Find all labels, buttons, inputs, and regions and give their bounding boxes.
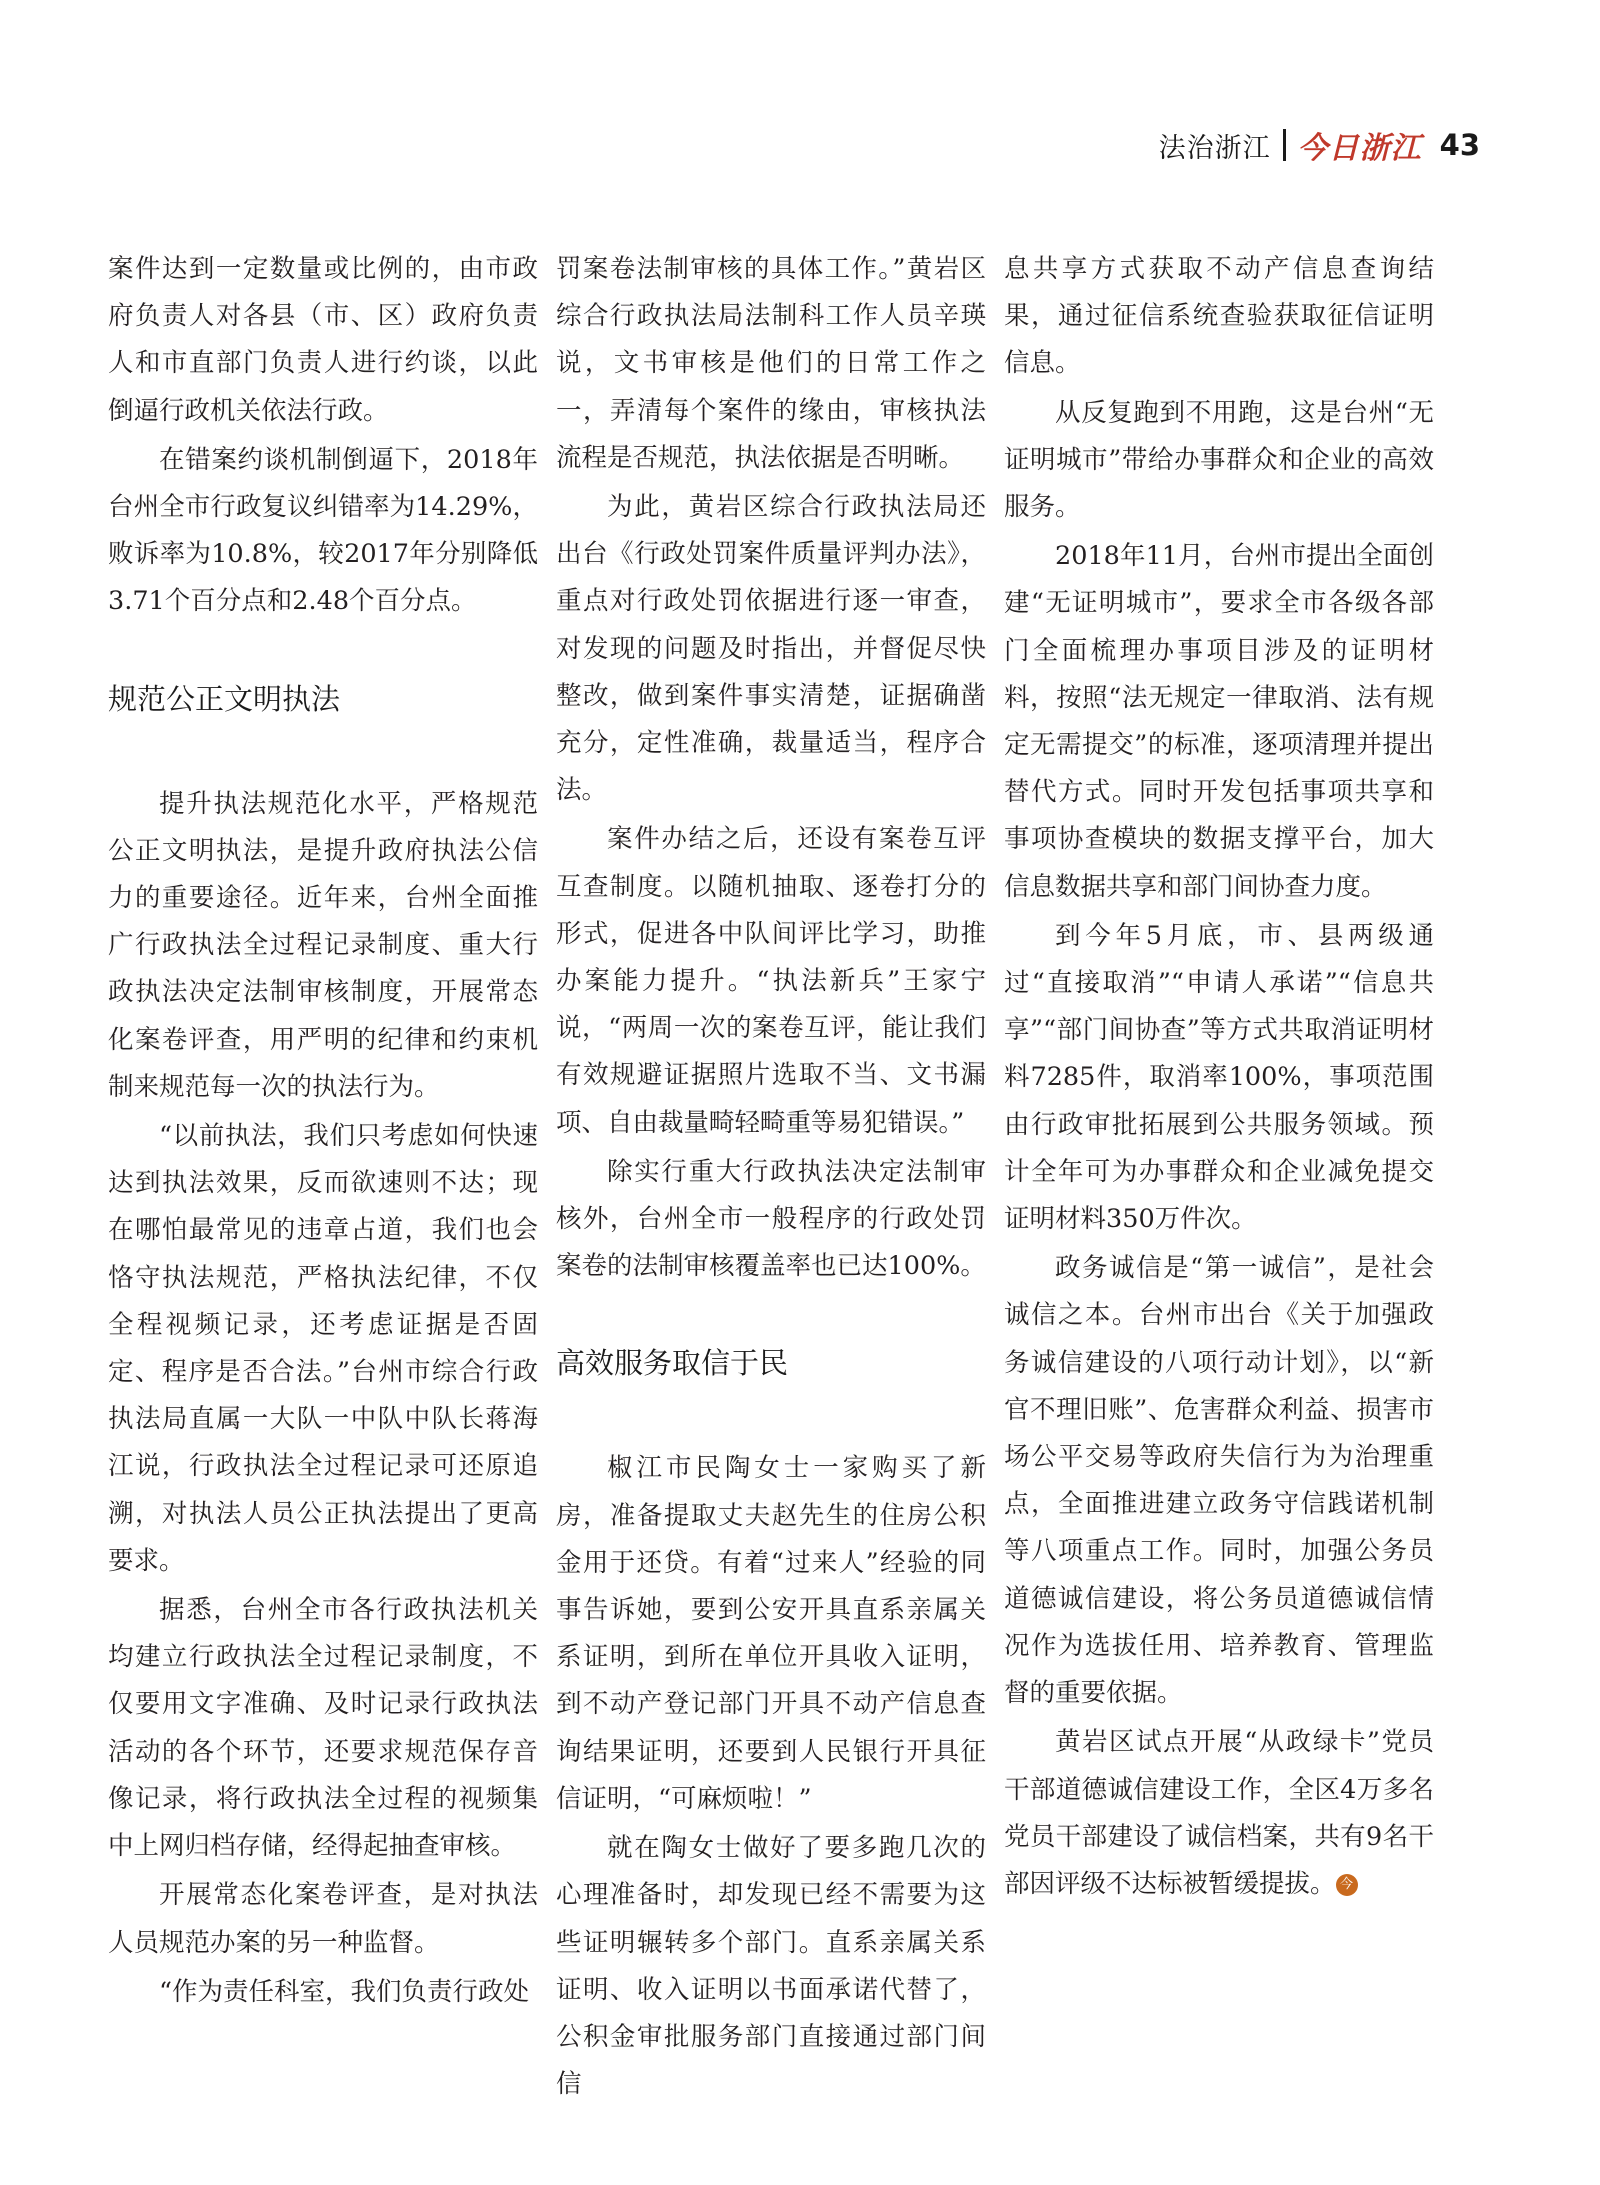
column-2 (556, 246, 986, 2110)
paragraph: 从反复跑到不用跑，这是台州“无证明城市”带给办事群众和企业的高效服务。 (1004, 397, 1434, 523)
paragraph: 提升执法规范化水平，严格规范公正文明执法，是提升政府执法公信力的重要途径。近年来，台州全面推广行政执法全过程记录制度、重大行政执法决定法制审核制度，开展常态化案卷评查，用严明的纪律和约束机制来规范每一次的执法行为。 (108, 788, 538, 1102)
section-heading: 规范公正文明执法 (108, 681, 341, 716)
page-number: 43 (1439, 128, 1480, 162)
paragraph: “作为责任科室，我们负责行政处 (159, 1976, 530, 2007)
paragraph: 开展常态化案卷评查，是对执法人员规范办案的另一种监督。 (108, 1880, 538, 1958)
paragraph: 2018年11月，台州市提出全面创建“无证明城市”，要求全市各级各部门全面梳理办事项目涉及的证明材料，按照“法无规定一律取消、法有规定无需提交”的标准，逐项清理并提出替代方式。同时开发包括事项共享和事项协查模块的数据支撑平台，加大信息数据共享和部门间协查力度。 (1004, 541, 1434, 902)
paragraph: 据悉，台州全市各行政执法机关均建立行政执法全过程记录制度，不仅要用文字准确、及时记录行政执法活动的各个环节，还要求规范保存音像记录，将行政执法全过程的视频集中上网归档存储，经得起抽查审核。 (108, 1595, 538, 1862)
article-body (108, 246, 1434, 2110)
column-1 (108, 246, 538, 2110)
magazine-logo: 今日浙江 (1297, 131, 1422, 166)
paragraph: 就在陶女士做好了要多跑几次的心理准备时，却发现已经不需要为这些证明辗转多个部门。直系亲属关系证明、收入证明以书面承诺代替了，公积金审批服务部门直接通过部门间信 (556, 1833, 986, 2100)
paragraph: 罚案卷法制审核的具体工作。”黄岩区综合行政执法局法制科工作人员辛瑛说，文书审核是他们的日常工作之一，弄清每个案件的缘由，审核执法流程是否规范，执法依据是否明晰。 (556, 254, 986, 473)
paragraph: 到今年5月底，市、县两级通过“直接取消”“申请人承诺”“信息共享”“部门间协查”等方式共取消证明材料7285件，取消率100%，事项范围由行政审批拓展到公共服务领域。预计全年可为办事群众和企业减免提交证明材料350万件次。 (1004, 920, 1434, 1235)
column-3 (1004, 246, 1434, 2110)
section-heading: 高效服务取信于民 (556, 1346, 789, 1381)
header-divider (1283, 129, 1286, 161)
section-title: 法治浙江 (1158, 132, 1271, 164)
paragraph: 案件达到一定数量或比例的，由市政府负责人对各县（市、区）政府负责人和市直部门负责人进行约谈，以此倒逼行政机关依法行政。 (108, 254, 538, 426)
page-header (1159, 120, 1480, 170)
paragraph: 在错案约谈机制倒逼下，2018年台州全市行政复议纠错率为14.29%，败诉率为10.8%，较2017年分别降低3.71个百分点和2.48个百分点。 (108, 444, 538, 617)
end-mark-icon: 今 (1336, 1874, 1358, 1896)
paragraph: 政务诚信是“第一诚信”，是社会诚信之本。台州市出台《关于加强政务诚信建设的八项行动计划》，以“新官不理旧账”、危害群众利益、损害市场公平交易等政府失信行为为治理重点，全面推进建立政务守信践诺机制等八项重点工作。同时，加强公务员道德诚信建设，将公务员道德诚信情况作为选拔任用、培养教育、管理监督的重要依据。 (1004, 1253, 1434, 1709)
paragraph-text: 黄岩区试点开展“从政绿卡”党员干部道德诚信建设工作，全区4万多名党员干部建设了诚信档案，共有9名干部因评级不达标被暂缓提拔。 (1004, 1727, 1434, 1899)
paragraph: 为此，黄岩区综合行政执法局还出台《行政处罚案件质量评判办法》，重点对行政处罚依据进行逐一审查，对发现的问题及时指出，并督促尽快整改，做到案件事实清楚，证据确凿充分，定性准确，裁量适当，程序合法。 (556, 492, 986, 806)
paragraph: 息共享方式获取不动产信息查询结果，通过征信系统查验获取征信证明信息。 (1004, 254, 1434, 379)
paragraph: 案件办结之后，还设有案卷互评互查制度。以随机抽取、逐卷打分的形式，促进各中队间评比学习，助推办案能力提升。“执法新兵”王家宁说，“两周一次的案卷互评，能让我们有效规避证据照片选取不当、文书漏项、自由裁量畸轻畸重等易犯错误。” (556, 824, 986, 1138)
paragraph: 椒江市民陶女士一家购买了新房，准备提取丈夫赵先生的住房公积金用于还贷。有着“过来人”经验的同事告诉她，要到公安开具直系亲属关系证明，到所在单位开具收入证明，到不动产登记部门开具不动产信息查询结果证明，还要到人民银行开具征信证明，“可麻烦啦！” (556, 1453, 986, 1814)
paragraph (1004, 1719, 1434, 1908)
paragraph: “以前执法，我们只考虑如何快速达到执法效果，反而欲速则不达；现在哪怕最常见的违章占道，我们也会恪守执法规范，严格执法纪律，不仅全程视频记录，还考虑证据是否固定、程序是否合法。”台州市综合行政执法局直属一大队一中队中队长蒋海江说，行政执法全过程记录可还原追溯，对执法人员公正执法提出了更高要求。 (108, 1121, 538, 1576)
paragraph: 除实行重大行政执法决定法制审核外，台州全市一般程序的行政处罚案卷的法制审核覆盖率也已达100%。 (556, 1156, 986, 1282)
